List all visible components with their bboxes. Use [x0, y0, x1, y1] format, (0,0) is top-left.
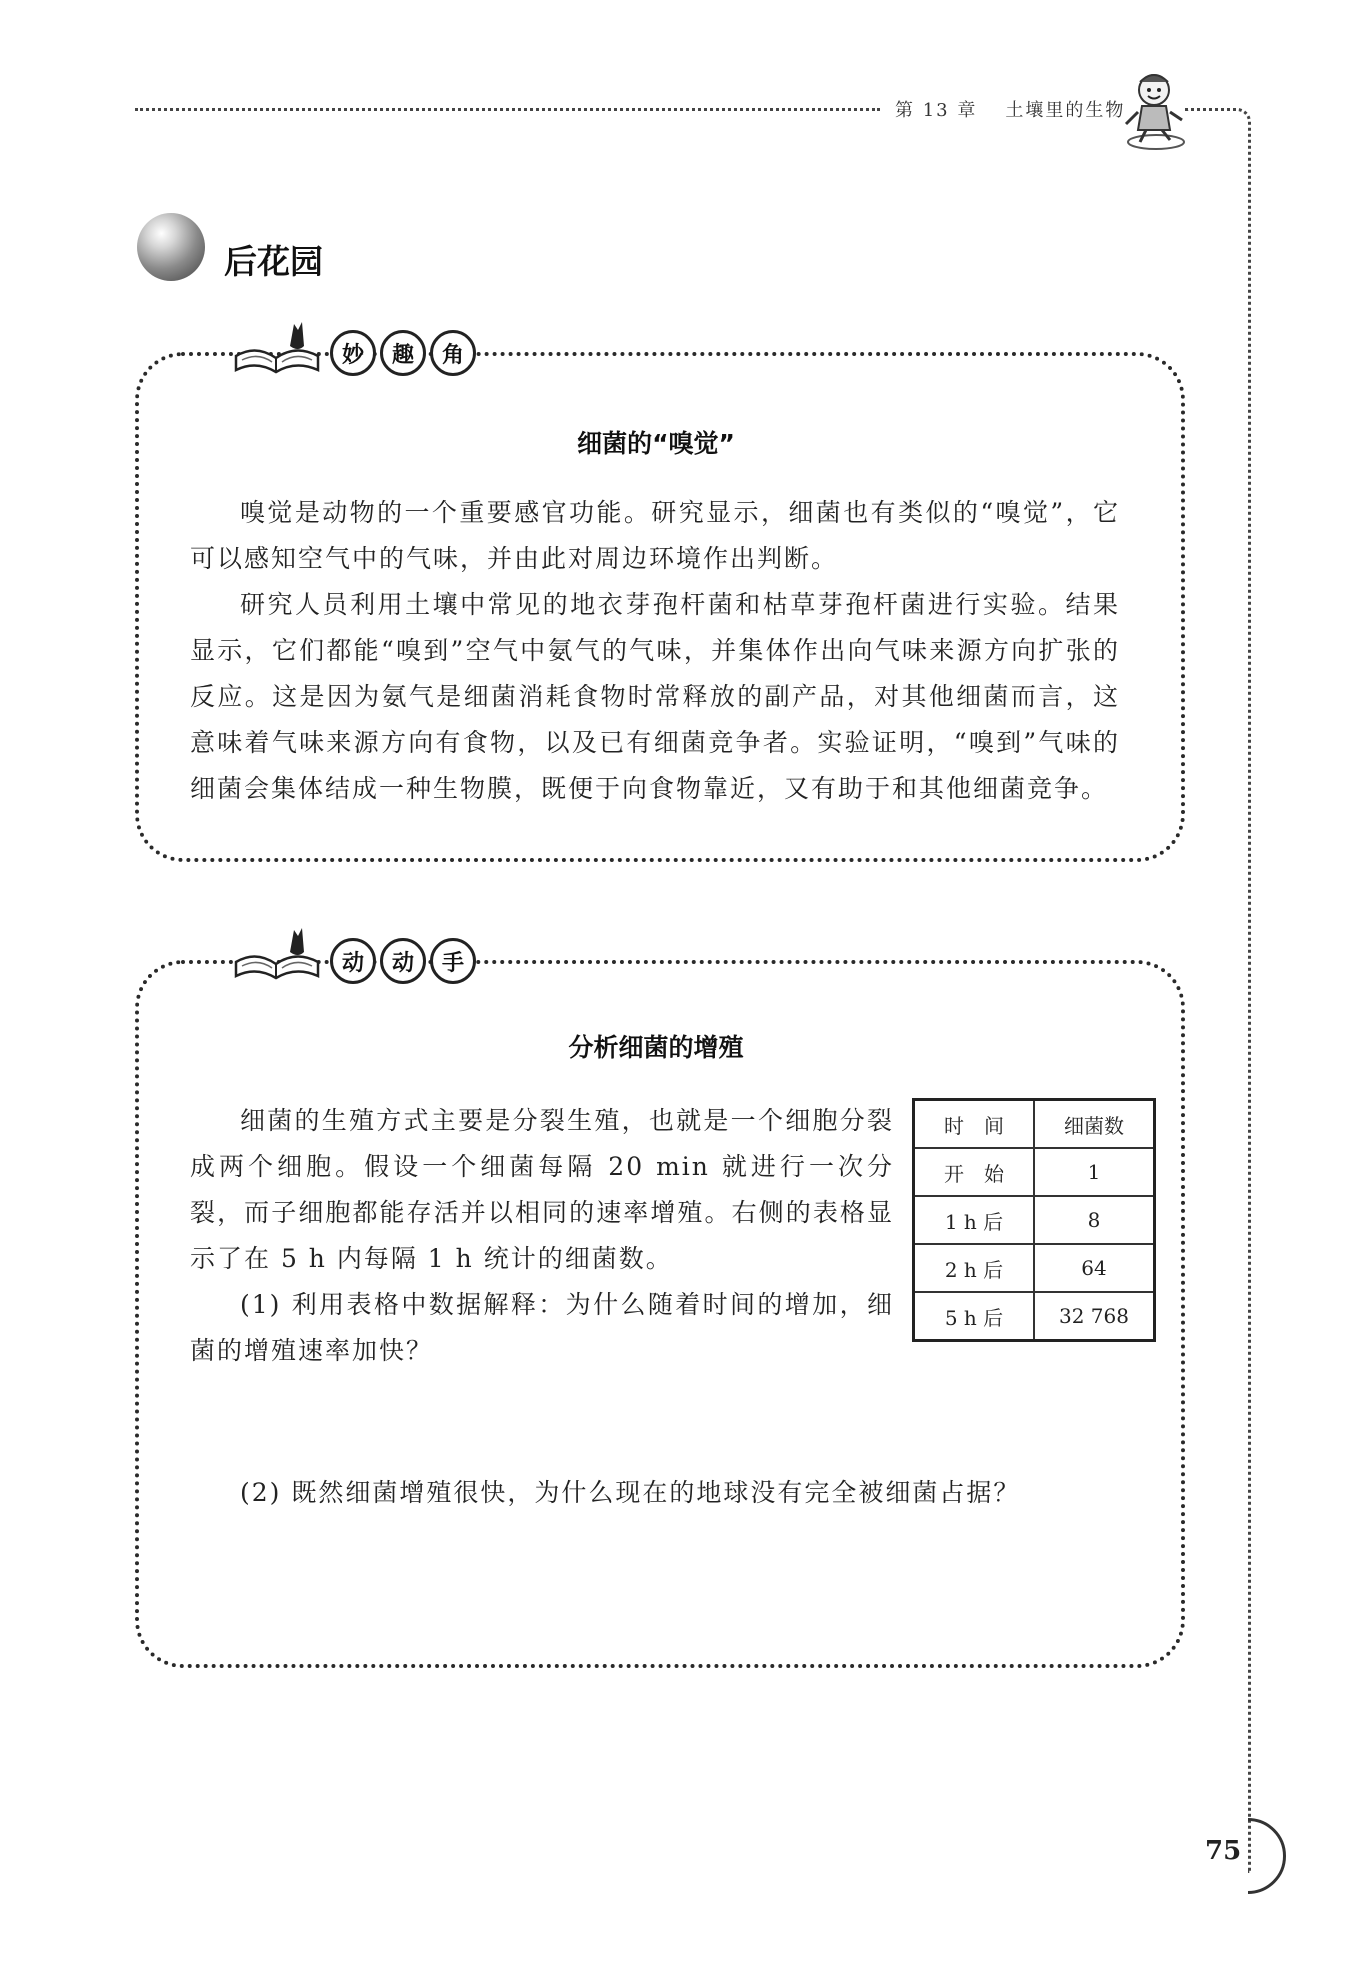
article-title: 分析细菌的增殖: [568, 1033, 744, 1062]
badge-char: 角: [430, 330, 476, 376]
badge-char: 手: [430, 938, 476, 984]
mascot-icon: [1118, 68, 1188, 152]
paragraph: 嗅觉是动物的一个重要感官功能。研究显示，细菌也有类似的“嗅觉”，它可以感知空气中的气味，并由此对周边环境作出判断。: [190, 498, 1120, 573]
table-cell: 开 始: [914, 1148, 1035, 1196]
table-cell: 1: [1034, 1148, 1155, 1196]
table-cell: 5 h 后: [914, 1292, 1035, 1341]
table-cell: 2 h 后: [914, 1244, 1035, 1292]
badge-fun-corner: [330, 330, 476, 376]
section-ball-icon: [137, 213, 205, 281]
chapter-title: 土壤里的生物: [1005, 100, 1126, 121]
bacteria-count-table: [912, 1098, 1156, 1342]
table-cell: 8: [1034, 1196, 1155, 1244]
section-title: 后花园: [224, 242, 323, 281]
page-border-dotted: [1185, 108, 1251, 1873]
page-number: 75: [1205, 1836, 1242, 1866]
table-row: [914, 1196, 1155, 1244]
question-2: (2) 既然细菌增殖很快，为什么现在的地球没有完全被细菌占据？: [240, 1478, 1021, 1507]
paragraph: 细菌的生殖方式主要是分裂生殖，也就是一个细胞分裂成两个细胞。假设一个细菌每隔 20 min 就进行一次分裂，而子细胞都能存活并以相同的速率增殖。右侧的表格显示了在 5 h 内每隔 1 h 统计的细菌数。: [190, 1106, 894, 1273]
running-header: [895, 96, 1125, 122]
paragraph: 研究人员利用土壤中常见的地衣芽孢杆菌和枯草芽孢杆菌进行实验。结果显示，它们都能“嗅到”空气中氨气的气味，并集体作出向气味来源方向扩张的反应。这是因为氨气是细菌消耗食物时常释放的副产品，对其他细菌而言，这意味着气味来源方向有食物，以及已有细菌竞争者。实验证明，“嗅到”气味的细菌会集体结成一种生物膜，既便于向食物靠近，又有助于和其他细菌竞争。: [190, 590, 1120, 803]
article-title: 细菌的“嗅觉”: [577, 429, 735, 458]
table-cell: 1 h 后: [914, 1196, 1035, 1244]
table-header-row: [914, 1100, 1155, 1149]
question-1: (1) 利用表格中数据解释：为什么随着时间的增加，细菌的增殖速率加快？: [190, 1290, 894, 1365]
badge-char: 趣: [380, 330, 426, 376]
table-cell: 64: [1034, 1244, 1155, 1292]
badge-hands-on: [330, 938, 476, 984]
table-row: [914, 1244, 1155, 1292]
chapter-number: 第 13 章: [895, 100, 978, 121]
header-dotted-rule: [135, 108, 880, 111]
table-header: 细菌数: [1034, 1100, 1155, 1149]
badge-char: 动: [380, 938, 426, 984]
table-row: [914, 1292, 1155, 1341]
open-book-icon: [232, 922, 322, 982]
badge-char: 妙: [330, 330, 376, 376]
table-header: 时 间: [914, 1100, 1035, 1149]
table-cell: 32 768: [1034, 1292, 1155, 1341]
table-row: [914, 1148, 1155, 1196]
badge-char: 动: [330, 938, 376, 984]
open-book-icon: [232, 316, 322, 376]
